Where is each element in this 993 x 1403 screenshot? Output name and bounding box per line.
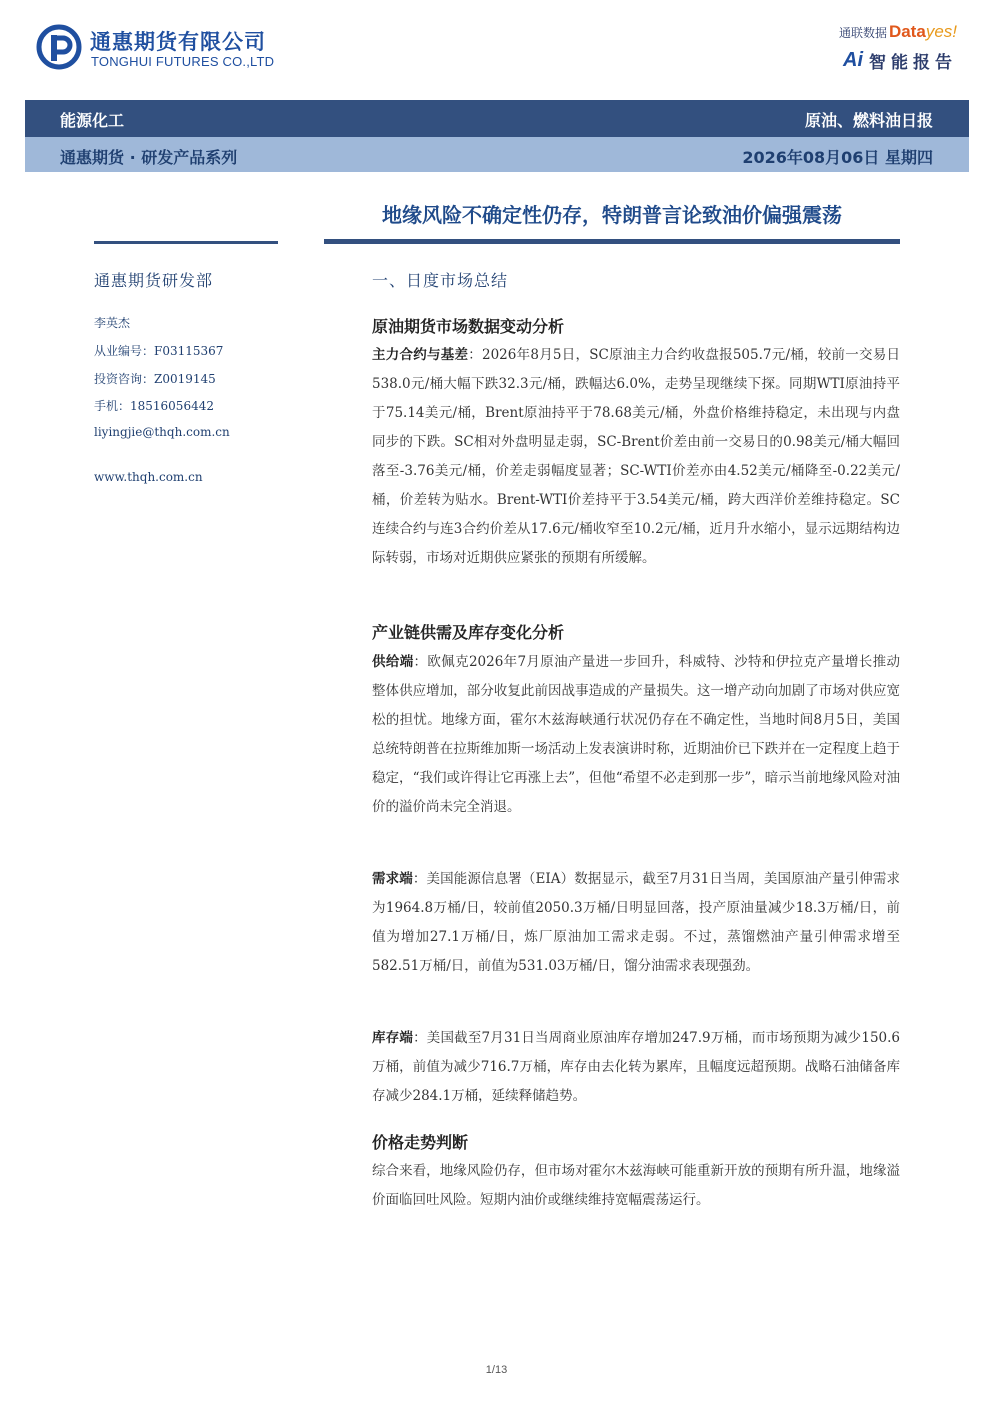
analyst-name: 李英杰 [94,316,131,330]
section-heading: 一、日度市场总结 [372,271,509,290]
subheading-futures: 原油期货市场数据变动分析 [372,317,565,336]
phone-number: 手机：18516056442 [94,399,214,413]
datayes-cn-label: 通联数据 [838,26,887,40]
sidebar-divider [94,241,278,244]
basis-text: ：2026年8月5日，SC原油主力合约收盘报505.7元/桶，较前一交易日538.0元/桶大幅下跌32.3元/桶，跌幅达6.0%，走势呈现继续下探。同期WTI原油持平于75.14美元/桶，Brent原油持平于78.68美元/桶，外盘价格维持稳定，未出现与内盘同步的下跌。SC相对外盘明显走弱，SC-Brent价差由前一交易日的0.98美元/桶大幅回落至-3.76美元/桶，价差走弱幅度显著；SC-WTI价差亦由4.52美元/桶降至-0.22美元/桶，价差转为贴水。Brent-WTI价差持平于3.54美元/桶，跨大西洋价差维持稳定。SC连续合约与连3合约价差从17.6元/桶收窄至10.2元/桶，近月升水缩小，显示远期结构边际转弱，市场对近期供应紧张的预期有所缓解。 [372,347,901,566]
subheading-price-trend: 价格走势判断 [372,1133,469,1152]
basis-label: 主力合约与基差 [372,347,469,363]
ai-report-logo [843,48,957,73]
series-label: 通惠期货 · 研发产品系列 [60,148,238,167]
supply-text: ：欧佩克2026年7月原油产量进一步回升，科威特、沙特和伊拉克产量增长推动整体供应增加，部分收复此前因战事造成的产量损失。这一增产动向加剧了市场对供应宽松的担忧。地缘方面，霍尔木兹海峡通行状况仍存在不确定性，当地时间8月5日，美国总统特朗普在拉斯维加斯一场活动上发表演讲时称，近期油价已下跌并在一定程度上趋于稳定，“我们或许得让它再涨上去”，但他“希望不必走到那一步”，暗示当前地缘风险对油价的溢价尚未完全消退。 [372,654,900,815]
email-link[interactable]: liyingjie@thqh.com.cn [94,425,230,439]
subheading-supply-demand: 产业链供需及库存变化分析 [372,623,565,642]
ai-report-label: 智能报告 [869,53,957,73]
company-logo-icon [36,24,82,70]
website-link[interactable]: www.thqh.com.cn [94,470,203,484]
paragraph-demand [372,865,900,981]
company-name-en: TONGHUI FUTURES CO.,LTD [91,54,275,69]
paragraph-inventory [372,1024,900,1111]
inventory-label: 库存端 [372,1030,414,1046]
datayes-yes-text: yes! [925,22,957,41]
paragraph-basis [372,341,900,573]
page-number: 1/13 [485,1364,508,1376]
department-name: 通惠期货研发部 [94,271,214,290]
demand-label: 需求端 [372,871,413,887]
report-title: 地缘风险不确定性仍存，特朗普言论致油价偏强震荡 [382,203,842,227]
ai-icon: Ai [843,49,863,71]
paragraph-supply [372,648,900,822]
supply-label: 供给端 [372,654,414,670]
datayes-data-text: Data [888,22,926,41]
title-divider [324,239,900,244]
inventory-text: ：美国截至7月31日当周商业原油库存增加247.9万桶，而市场预期为减少150.6万桶，前值为减少716.7万桶，库存由去化转为累库，且幅度远超预期。战略石油储备库存减少284.1万桶，延续释储趋势。 [372,1030,901,1104]
demand-text: ：美国能源信息署（EIA）数据显示，截至7月31日当周，美国原油产量引伸需求为1964.8万桶/日，较前值2050.3万桶/日明显回落，投产原油量减少18.3万桶/日，前值为增加27.1万桶/日，炼厂原油加工需求走弱。不过，蒸馏燃油产量引伸需求增至582.51万桶/日，前值为531.03万桶/日，馏分油需求表现强劲。 [372,871,901,974]
datayes-logo [839,22,957,42]
license-number: 从业编号：F03115367 [94,344,224,358]
report-type-label: 原油、燃料油日报 [804,111,933,130]
sector-label: 能源化工 [60,111,125,130]
consult-number: 投资咨询：Z0019145 [94,372,216,386]
report-date: 2026年08月06日 星期四 [742,148,933,167]
paragraph-outlook: 综合来看，地缘风险仍存，但市场对霍尔木兹海峡可能重新开放的预期有所升温，地缘溢价面临回吐风险。短期内油价或继续维持宽幅震荡运行。 [372,1163,900,1208]
company-name-cn: 通惠期货有限公司 [90,30,266,54]
